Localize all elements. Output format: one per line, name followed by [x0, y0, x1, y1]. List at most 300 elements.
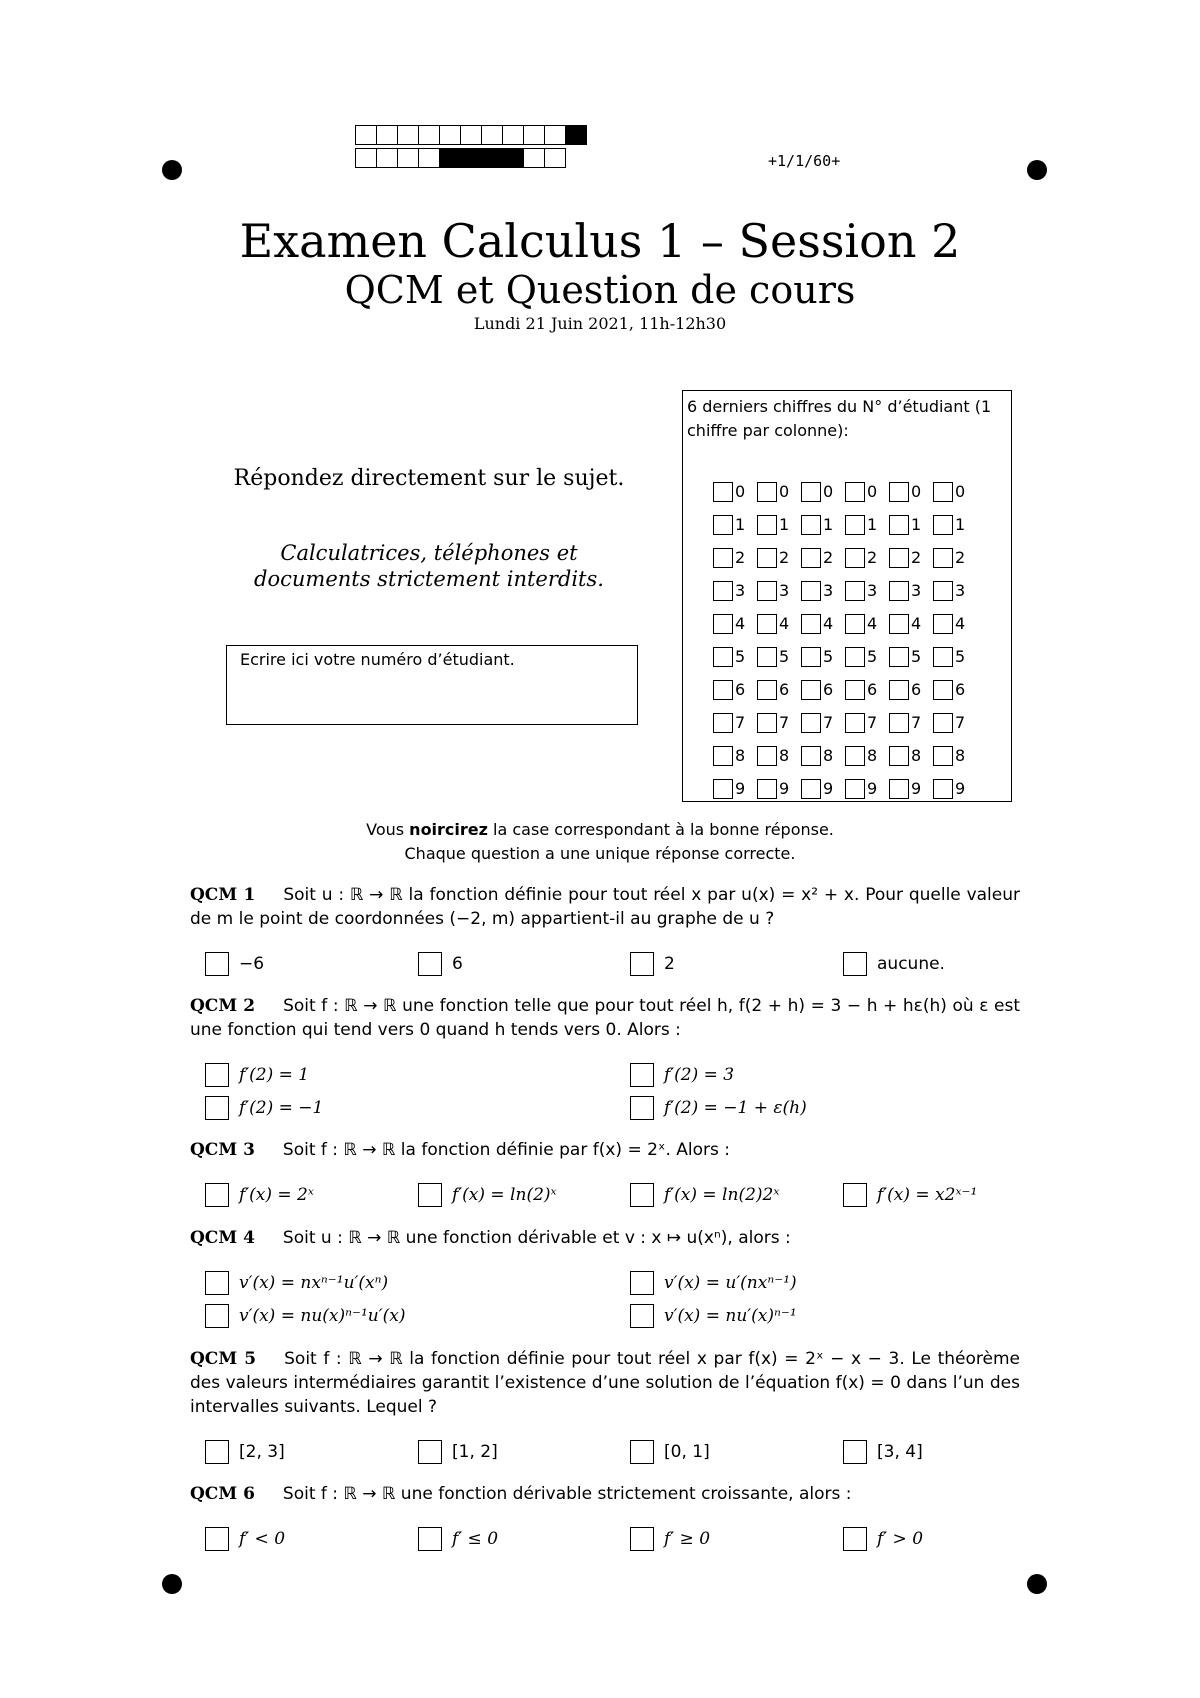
- id-digit-checkbox[interactable]: [845, 548, 865, 568]
- id-digit-checkbox[interactable]: [801, 779, 821, 799]
- id-digit-label: 9: [867, 779, 878, 798]
- answer-checkbox[interactable]: [205, 1183, 229, 1207]
- answer-label: −6: [239, 954, 265, 974]
- barcode-cell: [523, 148, 545, 168]
- barcode-cell: [544, 148, 566, 168]
- id-digit-label: 2: [779, 548, 790, 567]
- barcode-cell: [439, 148, 461, 168]
- id-digit-option[interactable]: [801, 574, 845, 607]
- answer-label: f′ ≥ 0: [664, 1529, 711, 1549]
- id-digit-label: 4: [955, 614, 966, 633]
- id-digit-label: 8: [867, 746, 878, 765]
- id-digit-checkbox[interactable]: [801, 746, 821, 766]
- id-digit-option[interactable]: [889, 574, 933, 607]
- answer-option[interactable]: [843, 1527, 923, 1551]
- id-digit-checkbox[interactable]: [713, 680, 733, 700]
- id-digit-checkbox[interactable]: [933, 548, 953, 568]
- id-digit-checkbox[interactable]: [801, 647, 821, 667]
- id-digit-option[interactable]: [713, 508, 757, 541]
- id-digit-label: 9: [911, 779, 922, 798]
- id-digit-label: 8: [779, 746, 790, 765]
- id-digit-checkbox[interactable]: [801, 614, 821, 634]
- id-digit-checkbox[interactable]: [845, 746, 865, 766]
- id-digit-label: 3: [911, 581, 922, 600]
- id-digit-option[interactable]: [889, 739, 933, 772]
- question-text: Soit f : ℝ → ℝ la fonction définie pour tout réel x par f(x) = 2ˣ − x − 3. Le théorème des valeurs intermédiaires garantit l’existence d’une solution de l’équation f(x) = 0 dans l’un des intervalles suivants. Lequel ?: [190, 1349, 1020, 1417]
- answer-option[interactable]: [630, 1063, 734, 1087]
- barcode-cell: [544, 125, 566, 145]
- id-digit-option[interactable]: [889, 640, 933, 673]
- exam-title: Examen Calculus 1 – Session 2: [239, 214, 961, 268]
- answer-option[interactable]: [205, 1096, 323, 1120]
- id-digit-checkbox[interactable]: [845, 779, 865, 799]
- id-digit-option[interactable]: [933, 607, 977, 640]
- id-digit-option[interactable]: [845, 508, 889, 541]
- barcode-cell: [397, 148, 419, 168]
- id-digit-checkbox[interactable]: [713, 515, 733, 535]
- answer-checkbox[interactable]: [630, 1527, 654, 1551]
- id-digit-checkbox[interactable]: [801, 482, 821, 502]
- answer-label: v′(x) = nxⁿ⁻¹u′(xⁿ): [239, 1273, 389, 1293]
- id-digit-option[interactable]: [933, 772, 977, 805]
- question-label: QCM 6: [190, 1484, 255, 1504]
- barcode-cell: [502, 148, 524, 168]
- page-id: +1/1/60+: [768, 152, 841, 170]
- id-digit-checkbox[interactable]: [889, 515, 909, 535]
- id-digit-option[interactable]: [713, 574, 757, 607]
- id-digit-option[interactable]: [757, 706, 801, 739]
- answer-option[interactable]: [843, 1183, 977, 1207]
- answer-label: f′(x) = 2ˣ: [239, 1185, 314, 1205]
- id-digit-checkbox[interactable]: [845, 713, 865, 733]
- id-digit-option[interactable]: [845, 574, 889, 607]
- id-digit-label: 1: [867, 515, 878, 534]
- id-digit-option[interactable]: [889, 508, 933, 541]
- id-digit-label: 0: [779, 482, 790, 501]
- id-digit-label: 1: [823, 515, 834, 534]
- barcode-row-1: [356, 125, 587, 145]
- answer-option[interactable]: [418, 1440, 498, 1464]
- id-digit-option[interactable]: [757, 640, 801, 673]
- id-digit-checkbox[interactable]: [933, 713, 953, 733]
- answer-checkbox[interactable]: [630, 1183, 654, 1207]
- id-digit-label: 0: [735, 482, 746, 501]
- barcode-cell: [565, 125, 587, 145]
- id-digit-label: 3: [867, 581, 878, 600]
- id-digit-checkbox[interactable]: [757, 515, 777, 535]
- id-digit-option[interactable]: [801, 541, 845, 574]
- id-digit-checkbox[interactable]: [757, 746, 777, 766]
- answer-label: [2, 3]: [239, 1442, 285, 1462]
- id-digit-checkbox[interactable]: [713, 647, 733, 667]
- question-text: Soit f : ℝ → ℝ la fonction définie par f(x) = 2ˣ. Alors :: [282, 1140, 730, 1160]
- question-text: Soit f : ℝ → ℝ une fonction dérivable strictement croissante, alors :: [282, 1484, 852, 1504]
- id-digit-checkbox[interactable]: [801, 581, 821, 601]
- id-digit-option[interactable]: [801, 706, 845, 739]
- id-digit-option[interactable]: [757, 574, 801, 607]
- id-digit-label: 4: [867, 614, 878, 633]
- exam-subtitle: QCM et Question de cours: [344, 268, 856, 312]
- id-digit-checkbox[interactable]: [933, 779, 953, 799]
- id-digit-option[interactable]: [845, 673, 889, 706]
- id-digit-checkbox[interactable]: [801, 548, 821, 568]
- question-label: QCM 3: [190, 1140, 255, 1160]
- id-digit-option[interactable]: [933, 508, 977, 541]
- notice-pre: Vous: [366, 820, 410, 839]
- question-text: Soit f : ℝ → ℝ une fonction telle que pour tout réel h, f(2 + h) = 3 − h + hε(h) où ε est une fonction qui tend vers 0 quand h tends vers 0. Alors :: [190, 996, 1020, 1040]
- id-digit-label: 6: [955, 680, 966, 699]
- id-digit-label: 2: [823, 548, 834, 567]
- id-digit-label: 7: [779, 713, 790, 732]
- answer-checkbox[interactable]: [418, 1527, 442, 1551]
- id-digit-checkbox[interactable]: [889, 779, 909, 799]
- id-digit-label: 3: [955, 581, 966, 600]
- answer-label: [1, 2]: [452, 1442, 498, 1462]
- id-digit-option[interactable]: [713, 772, 757, 805]
- question-label: QCM 2: [190, 996, 256, 1016]
- answer-checkbox[interactable]: [205, 1440, 229, 1464]
- id-digit-checkbox[interactable]: [889, 713, 909, 733]
- id-digit-checkbox[interactable]: [713, 614, 733, 634]
- answer-checkbox[interactable]: [418, 1440, 442, 1464]
- id-digit-option[interactable]: [801, 607, 845, 640]
- id-digit-option[interactable]: [801, 508, 845, 541]
- id-digit-checkbox[interactable]: [845, 515, 865, 535]
- answer-label: f′ > 0: [877, 1529, 924, 1549]
- id-digit-label: 8: [911, 746, 922, 765]
- id-digit-option[interactable]: [713, 541, 757, 574]
- id-digit-label: 0: [823, 482, 834, 501]
- id-digit-option[interactable]: [933, 673, 977, 706]
- question-5: [190, 1347, 1020, 1419]
- id-digit-label: 2: [735, 548, 746, 567]
- instruction-respond: Répondez directement sur le sujet.: [233, 466, 625, 491]
- id-digit-checkbox[interactable]: [757, 713, 777, 733]
- id-digit-option[interactable]: [845, 739, 889, 772]
- id-digit-checkbox[interactable]: [933, 680, 953, 700]
- answer-checkbox[interactable]: [630, 1096, 654, 1120]
- id-digit-option[interactable]: [757, 607, 801, 640]
- id-digit-label: 5: [867, 647, 878, 666]
- id-digit-checkbox[interactable]: [933, 482, 953, 502]
- id-digit-label: 3: [735, 581, 746, 600]
- id-digit-label: 0: [955, 482, 966, 501]
- id-digit-option[interactable]: [757, 541, 801, 574]
- id-digit-checkbox[interactable]: [845, 647, 865, 667]
- id-digit-label: 5: [955, 647, 966, 666]
- id-digit-label: 7: [911, 713, 922, 732]
- id-digit-option[interactable]: [889, 475, 933, 508]
- answer-checkbox[interactable]: [843, 1183, 867, 1207]
- id-digit-checkbox[interactable]: [889, 548, 909, 568]
- id-digit-checkbox[interactable]: [845, 680, 865, 700]
- answer-option[interactable]: [630, 1096, 807, 1120]
- question-3: [190, 1138, 1020, 1162]
- id-digit-option[interactable]: [801, 739, 845, 772]
- id-grid-checkboxes: [713, 475, 977, 805]
- id-grid-row: [713, 475, 977, 508]
- id-digit-checkbox[interactable]: [757, 614, 777, 634]
- id-digit-checkbox[interactable]: [757, 647, 777, 667]
- barcode-cell: [460, 148, 482, 168]
- id-digit-option[interactable]: [889, 607, 933, 640]
- barcode-cell: [481, 148, 503, 168]
- barcode-row-2: [356, 148, 566, 168]
- answer-label: [3, 4]: [877, 1442, 923, 1462]
- student-id-grid: [682, 390, 1012, 802]
- answer-label: f′(2) = −1: [239, 1098, 324, 1118]
- id-digit-checkbox[interactable]: [933, 614, 953, 634]
- id-digit-option[interactable]: [933, 541, 977, 574]
- id-digit-option[interactable]: [757, 475, 801, 508]
- barcode-cell: [376, 125, 398, 145]
- id-digit-label: 2: [955, 548, 966, 567]
- question-label: QCM 4: [190, 1228, 255, 1248]
- barcode-cell: [460, 125, 482, 145]
- id-digit-label: 6: [867, 680, 878, 699]
- answer-option[interactable]: [205, 1527, 285, 1551]
- answer-label: f′(x) = x2ˣ⁻¹: [877, 1185, 978, 1205]
- id-digit-option[interactable]: [757, 673, 801, 706]
- id-digit-option[interactable]: [801, 673, 845, 706]
- id-grid-row: [713, 739, 977, 772]
- answer-checkbox[interactable]: [205, 1096, 229, 1120]
- question-2: [190, 994, 1020, 1042]
- id-digit-option[interactable]: [713, 673, 757, 706]
- id-digit-label: 5: [779, 647, 790, 666]
- answer-option[interactable]: [418, 1527, 498, 1551]
- id-digit-option[interactable]: [933, 739, 977, 772]
- id-digit-label: 4: [911, 614, 922, 633]
- id-digit-checkbox[interactable]: [801, 680, 821, 700]
- id-digit-option[interactable]: [933, 574, 977, 607]
- barcode-cell: [418, 125, 440, 145]
- id-digit-option[interactable]: [933, 706, 977, 739]
- id-digit-label: 7: [955, 713, 966, 732]
- id-digit-checkbox[interactable]: [801, 515, 821, 535]
- answer-option[interactable]: [630, 1271, 797, 1295]
- id-digit-label: 1: [735, 515, 746, 534]
- answer-notice-line-2: Chaque question a une unique réponse correcte.: [404, 844, 796, 863]
- id-digit-label: 1: [779, 515, 790, 534]
- id-digit-label: 9: [823, 779, 834, 798]
- question-label: QCM 1: [190, 885, 256, 905]
- id-grid-row: [713, 508, 977, 541]
- answer-option[interactable]: [630, 952, 675, 976]
- id-digit-checkbox[interactable]: [889, 482, 909, 502]
- id-digit-option[interactable]: [713, 739, 757, 772]
- answer-checkbox[interactable]: [205, 1271, 229, 1295]
- id-digit-checkbox[interactable]: [757, 581, 777, 601]
- id-digit-option[interactable]: [845, 772, 889, 805]
- answer-notice-line-1: [0, 818, 1200, 842]
- answer-label: v′(x) = nu′(x)ⁿ⁻¹: [664, 1306, 797, 1326]
- answer-label: v′(x) = u′(nxⁿ⁻¹): [664, 1273, 797, 1293]
- id-digit-label: 2: [867, 548, 878, 567]
- answer-checkbox[interactable]: [418, 1183, 442, 1207]
- answer-label: 6: [452, 954, 463, 974]
- answer-label: v′(x) = nu(x)ⁿ⁻¹u′(x): [239, 1306, 406, 1326]
- id-digit-checkbox[interactable]: [889, 614, 909, 634]
- id-digit-label: 1: [955, 515, 966, 534]
- answer-checkbox[interactable]: [630, 1304, 654, 1328]
- id-digit-checkbox[interactable]: [889, 647, 909, 667]
- barcode-cell: [355, 125, 377, 145]
- id-digit-checkbox[interactable]: [933, 581, 953, 601]
- id-digit-label: 5: [823, 647, 834, 666]
- id-digit-option[interactable]: [889, 706, 933, 739]
- id-digit-option[interactable]: [801, 475, 845, 508]
- registration-mark-bottom-left: [162, 1574, 182, 1594]
- id-digit-label: 0: [911, 482, 922, 501]
- id-digit-option[interactable]: [757, 739, 801, 772]
- answer-option[interactable]: [843, 1440, 923, 1464]
- id-grid-header: 6 derniers chiffres du N° d’étudiant (1 chiffre par colonne):: [687, 397, 992, 440]
- id-digit-option[interactable]: [845, 475, 889, 508]
- id-digit-option[interactable]: [757, 508, 801, 541]
- answer-option[interactable]: [205, 1183, 314, 1207]
- id-digit-option[interactable]: [933, 640, 977, 673]
- id-digit-option[interactable]: [933, 475, 977, 508]
- id-digit-label: 6: [911, 680, 922, 699]
- answer-option[interactable]: [630, 1304, 797, 1328]
- id-digit-label: 9: [955, 779, 966, 798]
- id-grid-row: [713, 541, 977, 574]
- student-number-label: Ecrire ici votre numéro d’étudiant.: [240, 650, 515, 669]
- id-digit-option[interactable]: [801, 640, 845, 673]
- id-digit-label: 1: [911, 515, 922, 534]
- id-digit-option[interactable]: [845, 607, 889, 640]
- id-digit-label: 5: [911, 647, 922, 666]
- answer-checkbox[interactable]: [630, 1440, 654, 1464]
- student-number-field[interactable]: [226, 645, 638, 725]
- answer-option[interactable]: [205, 1440, 285, 1464]
- id-digit-option[interactable]: [713, 607, 757, 640]
- barcode-cell: [502, 125, 524, 145]
- id-digit-label: 9: [735, 779, 746, 798]
- answer-option[interactable]: [630, 1183, 779, 1207]
- id-digit-checkbox[interactable]: [845, 614, 865, 634]
- id-digit-label: 4: [779, 614, 790, 633]
- id-grid-row: [713, 640, 977, 673]
- answer-checkbox[interactable]: [205, 1527, 229, 1551]
- id-digit-checkbox[interactable]: [845, 482, 865, 502]
- barcode-cell: [481, 125, 503, 145]
- answer-checkbox[interactable]: [843, 1440, 867, 1464]
- id-digit-checkbox[interactable]: [713, 482, 733, 502]
- barcode-cell: [439, 125, 461, 145]
- answer-checkbox[interactable]: [630, 1271, 654, 1295]
- answer-label: f′(2) = 3: [664, 1065, 735, 1085]
- id-digit-option[interactable]: [713, 706, 757, 739]
- id-digit-option[interactable]: [845, 706, 889, 739]
- barcode-cell: [523, 125, 545, 145]
- answer-option[interactable]: [418, 1183, 557, 1207]
- id-digit-label: 6: [779, 680, 790, 699]
- id-digit-label: 8: [823, 746, 834, 765]
- id-digit-option[interactable]: [757, 772, 801, 805]
- id-digit-checkbox[interactable]: [889, 581, 909, 601]
- id-digit-label: 7: [867, 713, 878, 732]
- question-text: Soit u : ℝ → ℝ une fonction dérivable et v : x ↦ u(xⁿ), alors :: [282, 1228, 791, 1248]
- answer-option[interactable]: [205, 1304, 405, 1328]
- id-digit-option[interactable]: [845, 640, 889, 673]
- id-digit-label: 3: [779, 581, 790, 600]
- id-digit-option[interactable]: [713, 640, 757, 673]
- id-digit-checkbox[interactable]: [757, 482, 777, 502]
- answer-option[interactable]: [418, 952, 463, 976]
- id-digit-label: 4: [823, 614, 834, 633]
- barcode-cell: [376, 148, 398, 168]
- id-digit-checkbox[interactable]: [801, 713, 821, 733]
- answer-checkbox[interactable]: [630, 952, 654, 976]
- answer-option[interactable]: [630, 1527, 710, 1551]
- id-digit-checkbox[interactable]: [845, 581, 865, 601]
- answer-option[interactable]: [205, 1271, 388, 1295]
- id-digit-checkbox[interactable]: [933, 647, 953, 667]
- id-digit-option[interactable]: [713, 475, 757, 508]
- id-digit-checkbox[interactable]: [757, 779, 777, 799]
- answer-checkbox[interactable]: [843, 1527, 867, 1551]
- answer-option[interactable]: [843, 952, 945, 976]
- answer-checkbox[interactable]: [205, 1063, 229, 1087]
- id-digit-checkbox[interactable]: [889, 746, 909, 766]
- answer-checkbox[interactable]: [205, 952, 229, 976]
- id-digit-label: 2: [911, 548, 922, 567]
- id-digit-label: 6: [735, 680, 746, 699]
- id-digit-checkbox[interactable]: [713, 746, 733, 766]
- exam-date: Lundi 21 Juin 2021, 11h-12h30: [473, 314, 727, 333]
- question-text: Soit u : ℝ → ℝ la fonction définie pour tout réel x par u(x) = x² + x. Pour quelle valeur de m le point de coordonnées (−2, m) appartient-il au graphe de u ?: [190, 885, 1020, 929]
- id-digit-option[interactable]: [801, 772, 845, 805]
- id-digit-option[interactable]: [889, 673, 933, 706]
- id-digit-checkbox[interactable]: [713, 581, 733, 601]
- answer-label: f′(2) = −1 + ε(h): [664, 1098, 807, 1118]
- answer-label: aucune.: [877, 954, 945, 974]
- id-digit-checkbox[interactable]: [757, 680, 777, 700]
- id-digit-label: 8: [955, 746, 966, 765]
- answer-option[interactable]: [205, 952, 264, 976]
- id-digit-checkbox[interactable]: [889, 680, 909, 700]
- answer-checkbox[interactable]: [630, 1063, 654, 1087]
- answer-label: f′(x) = ln(2)ˣ: [452, 1185, 557, 1205]
- id-digit-label: 8: [735, 746, 746, 765]
- answer-checkbox[interactable]: [205, 1304, 229, 1328]
- id-digit-label: 7: [735, 713, 746, 732]
- answer-option[interactable]: [630, 1440, 710, 1464]
- answer-checkbox[interactable]: [418, 952, 442, 976]
- question-1: [190, 883, 1020, 931]
- id-digit-checkbox[interactable]: [757, 548, 777, 568]
- id-digit-checkbox[interactable]: [933, 746, 953, 766]
- id-grid-row: [713, 574, 977, 607]
- id-digit-option[interactable]: [889, 541, 933, 574]
- id-digit-checkbox[interactable]: [713, 713, 733, 733]
- registration-mark-bottom-right: [1027, 1574, 1047, 1594]
- answer-checkbox[interactable]: [843, 952, 867, 976]
- barcode-cell: [397, 125, 419, 145]
- id-digit-option[interactable]: [889, 772, 933, 805]
- id-digit-checkbox[interactable]: [713, 548, 733, 568]
- id-digit-label: 6: [823, 680, 834, 699]
- notice-post: la case correspondant à la bonne réponse.: [487, 820, 834, 839]
- barcode-cell: [355, 148, 377, 168]
- id-digit-option[interactable]: [845, 541, 889, 574]
- id-digit-checkbox[interactable]: [713, 779, 733, 799]
- id-digit-label: 5: [735, 647, 746, 666]
- answer-option[interactable]: [205, 1063, 309, 1087]
- id-digit-checkbox[interactable]: [933, 515, 953, 535]
